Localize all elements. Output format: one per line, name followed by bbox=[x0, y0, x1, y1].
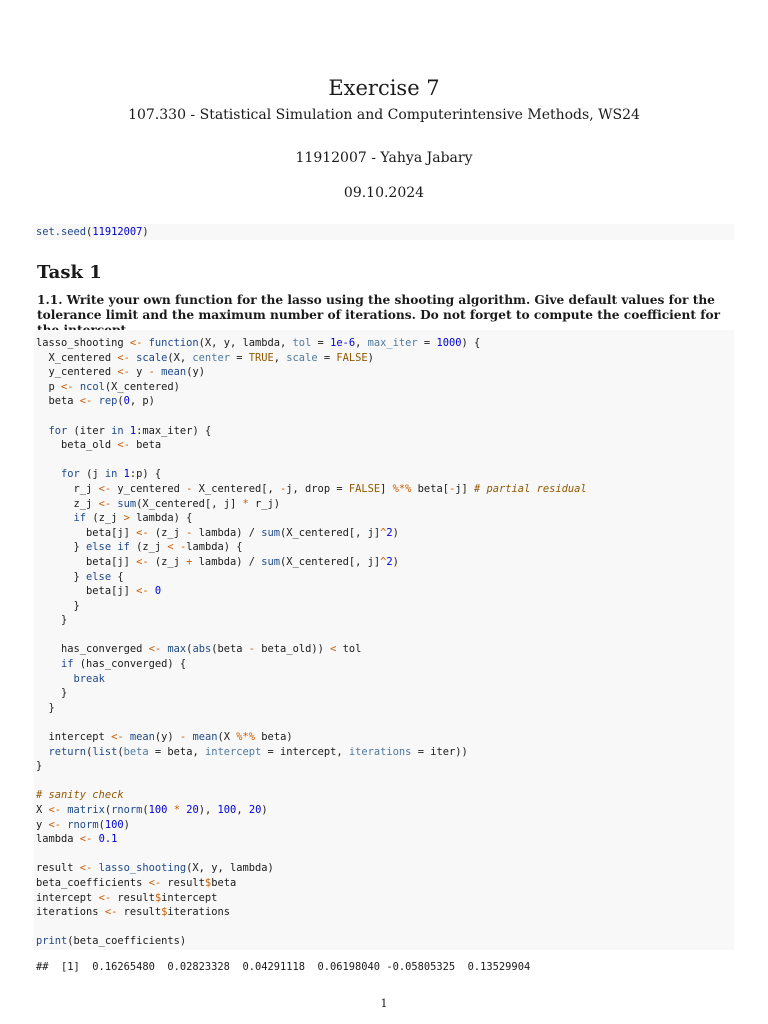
code-token: 11912007 bbox=[92, 226, 143, 238]
code-line: break bbox=[73, 672, 105, 685]
code-line: } else if (z_j < -lambda) { bbox=[36, 541, 243, 554]
page-number: 1 bbox=[380, 997, 388, 1010]
document-title: Exercise 7 bbox=[328, 76, 440, 100]
code-line: } else { bbox=[36, 570, 124, 583]
code-line: p <- ncol(X_centered) bbox=[36, 380, 180, 393]
code-line: beta[j] <- (z_j - lambda) / sum(X_centered[, j]^2) bbox=[36, 526, 399, 539]
code-line: z_j <- sum(X_centered[, j] * r_j) bbox=[36, 497, 281, 510]
code-line: } bbox=[36, 701, 55, 714]
question-text: Write your own function for the lasso using the shooting algorithm. Give default values for the tolerance limit and the maximum number of iterations. Do not forget to compute the coefficient for bbox=[37, 293, 721, 322]
code-line: has_converged <- max(abs(beta - beta_old)) < tol bbox=[36, 643, 362, 656]
code-line: intercept <- mean(y) - mean(X %*% beta) bbox=[36, 731, 293, 744]
code-line bbox=[36, 224, 732, 240]
code-line: beta_coefficients <- result$beta bbox=[36, 876, 237, 889]
code-line: # sanity check bbox=[36, 789, 124, 802]
code-line: y_centered <- y - mean(y) bbox=[36, 366, 205, 379]
code-line: } bbox=[36, 760, 43, 773]
code-output: ## [1] 0.16265480 0.02823328 0.04291118 0.06198040 -0.05805325 0.13529904 bbox=[36, 961, 531, 973]
task-heading: Task 1 bbox=[37, 262, 102, 283]
code-line: y <- rnorm(100) bbox=[36, 818, 130, 831]
code-line bbox=[36, 453, 732, 468]
code-token: ) bbox=[142, 226, 149, 238]
code-line: result <- lasso_shooting(X, y, lambda) bbox=[36, 862, 274, 875]
code-line: for (iter in 1:max_iter) { bbox=[48, 424, 212, 437]
code-line: } bbox=[36, 687, 68, 700]
code-line: if (z_j > lambda) { bbox=[73, 512, 193, 525]
code-line: print(beta_coefficients) bbox=[36, 935, 187, 948]
code-line bbox=[36, 774, 732, 789]
code-line: beta[j] <- 0 bbox=[36, 585, 162, 598]
code-line: iterations <- result$iterations bbox=[36, 906, 230, 919]
code-line bbox=[36, 628, 732, 643]
code-token: ( bbox=[86, 226, 93, 238]
code-line bbox=[36, 409, 732, 424]
document-date: 09.10.2024 bbox=[343, 185, 425, 201]
code-line bbox=[36, 715, 732, 730]
code-block-lasso bbox=[34, 330, 734, 950]
code-line: } bbox=[36, 599, 80, 612]
document-author: 11912007 - Yahya Jabary bbox=[295, 150, 473, 166]
code-token: set.seed bbox=[36, 226, 87, 238]
code-line: for (j in 1:p) { bbox=[61, 468, 162, 481]
code-line: return(list(beta = beta, intercept = intercept, iterations = iter)) bbox=[48, 745, 468, 758]
question-number: 1.1. bbox=[37, 293, 63, 307]
code-line: lasso_shooting <- function(X, y, lambda, tol = 1e-6, max_iter = 1000) { bbox=[36, 337, 481, 349]
code-line bbox=[36, 847, 732, 862]
code-line: beta[j] <- (z_j + lambda) / sum(X_centered[, j]^2) bbox=[36, 555, 399, 568]
code-line: intercept <- result$intercept bbox=[36, 891, 218, 904]
code-line: if (has_converged) { bbox=[61, 658, 187, 671]
document-subtitle: 107.330 - Statistical Simulation and Computerintensive Methods, WS24 bbox=[128, 107, 640, 123]
code-line: beta <- rep(0, p) bbox=[36, 395, 155, 408]
code-line: beta_old <- beta bbox=[36, 439, 162, 452]
code-line bbox=[36, 920, 732, 935]
code-line: X_centered <- scale(X, center = TRUE, scale = FALSE) bbox=[36, 351, 374, 364]
code-line: } bbox=[36, 614, 68, 627]
code-line: lambda <- 0.1 bbox=[36, 833, 118, 846]
code-line: X <- matrix(rnorm(100 * 20), 100, 20) bbox=[36, 804, 268, 816]
code-block-seed bbox=[34, 224, 734, 240]
code-line: r_j <- y_centered - X_centered[, -j, drop = FALSE] %*% beta[-j] # partial residual bbox=[36, 482, 587, 495]
